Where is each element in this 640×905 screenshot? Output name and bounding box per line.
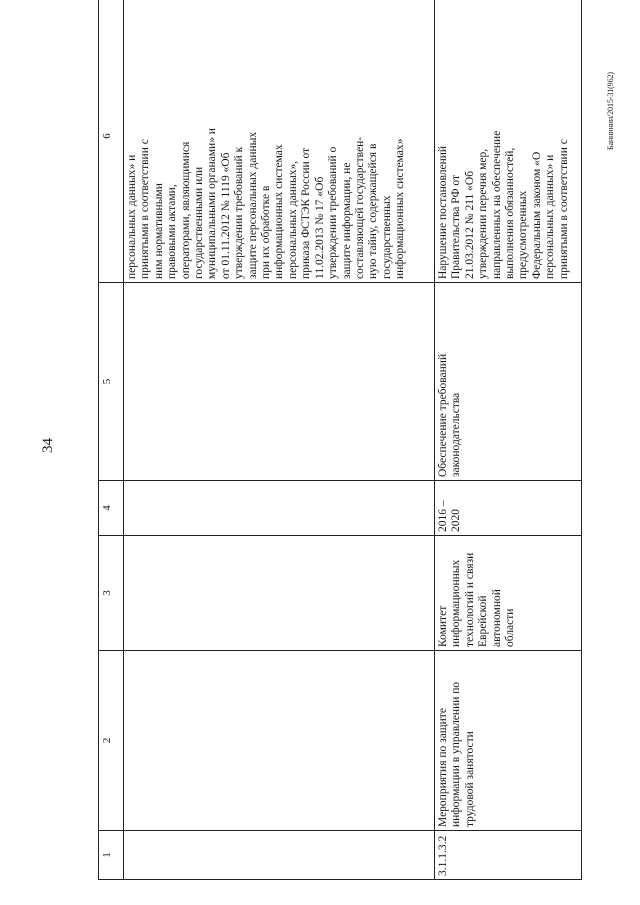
- result-cell: [124, 283, 435, 481]
- table-row: [124, 0, 435, 880]
- result-cell: Обеспечение требований законодательства: [435, 283, 582, 481]
- page-number: 34: [40, 438, 56, 453]
- row-number-cell: [124, 831, 435, 880]
- executor-cell: Комитет информационных технологий и связи Еврейской автономной области: [435, 536, 582, 651]
- measure-cell: [124, 651, 435, 831]
- column-header-2: 2: [99, 651, 124, 831]
- row-number-cell: 3.1.1.3.2: [435, 831, 582, 880]
- basis-cell: Нарушение постановлений Правительства РФ от 21.03.2012 № 211 «Об утверждении перечня мер, направленных на обеспечение выполнения обязанностей, предусмотренных Федеральным законом «О персональных данных» и принятыми в соответствии с: [435, 0, 582, 283]
- executor-cell: [124, 536, 435, 651]
- column-header-3: 3: [99, 536, 124, 651]
- basis-cell: персональных данных» и принятыми в соответствии с ним нормативными правовыми актами, операторами, являющимися государственными или муниципальными органами» и от 01.11.2012 № 1119 «Об утверждении требований к защите персональных данных при их обработке в информационных системах персональных данных», приказа ФСТЭК России от 11.02.2013 № 17 «Об утверждении требований о защите информации, не составляющей государствен- ную тайну, содержащейся в государственных информационных системах»: [124, 0, 435, 283]
- period-cell: [124, 481, 435, 536]
- period-cell: 2016 – 2020: [435, 481, 582, 536]
- table-header-row: [99, 0, 124, 880]
- column-header-6: 6: [99, 0, 124, 283]
- column-header-1: 1: [99, 831, 124, 880]
- measure-cell: Мероприятия по защите информации в управлении по трудовой занятости: [435, 651, 582, 831]
- program-table: [98, 20, 574, 880]
- document-stamp: Баннинин/2015-31(962): [606, 72, 615, 150]
- table-row: [435, 0, 582, 880]
- column-header-5: 5: [99, 283, 124, 481]
- column-header-4: 4: [99, 481, 124, 536]
